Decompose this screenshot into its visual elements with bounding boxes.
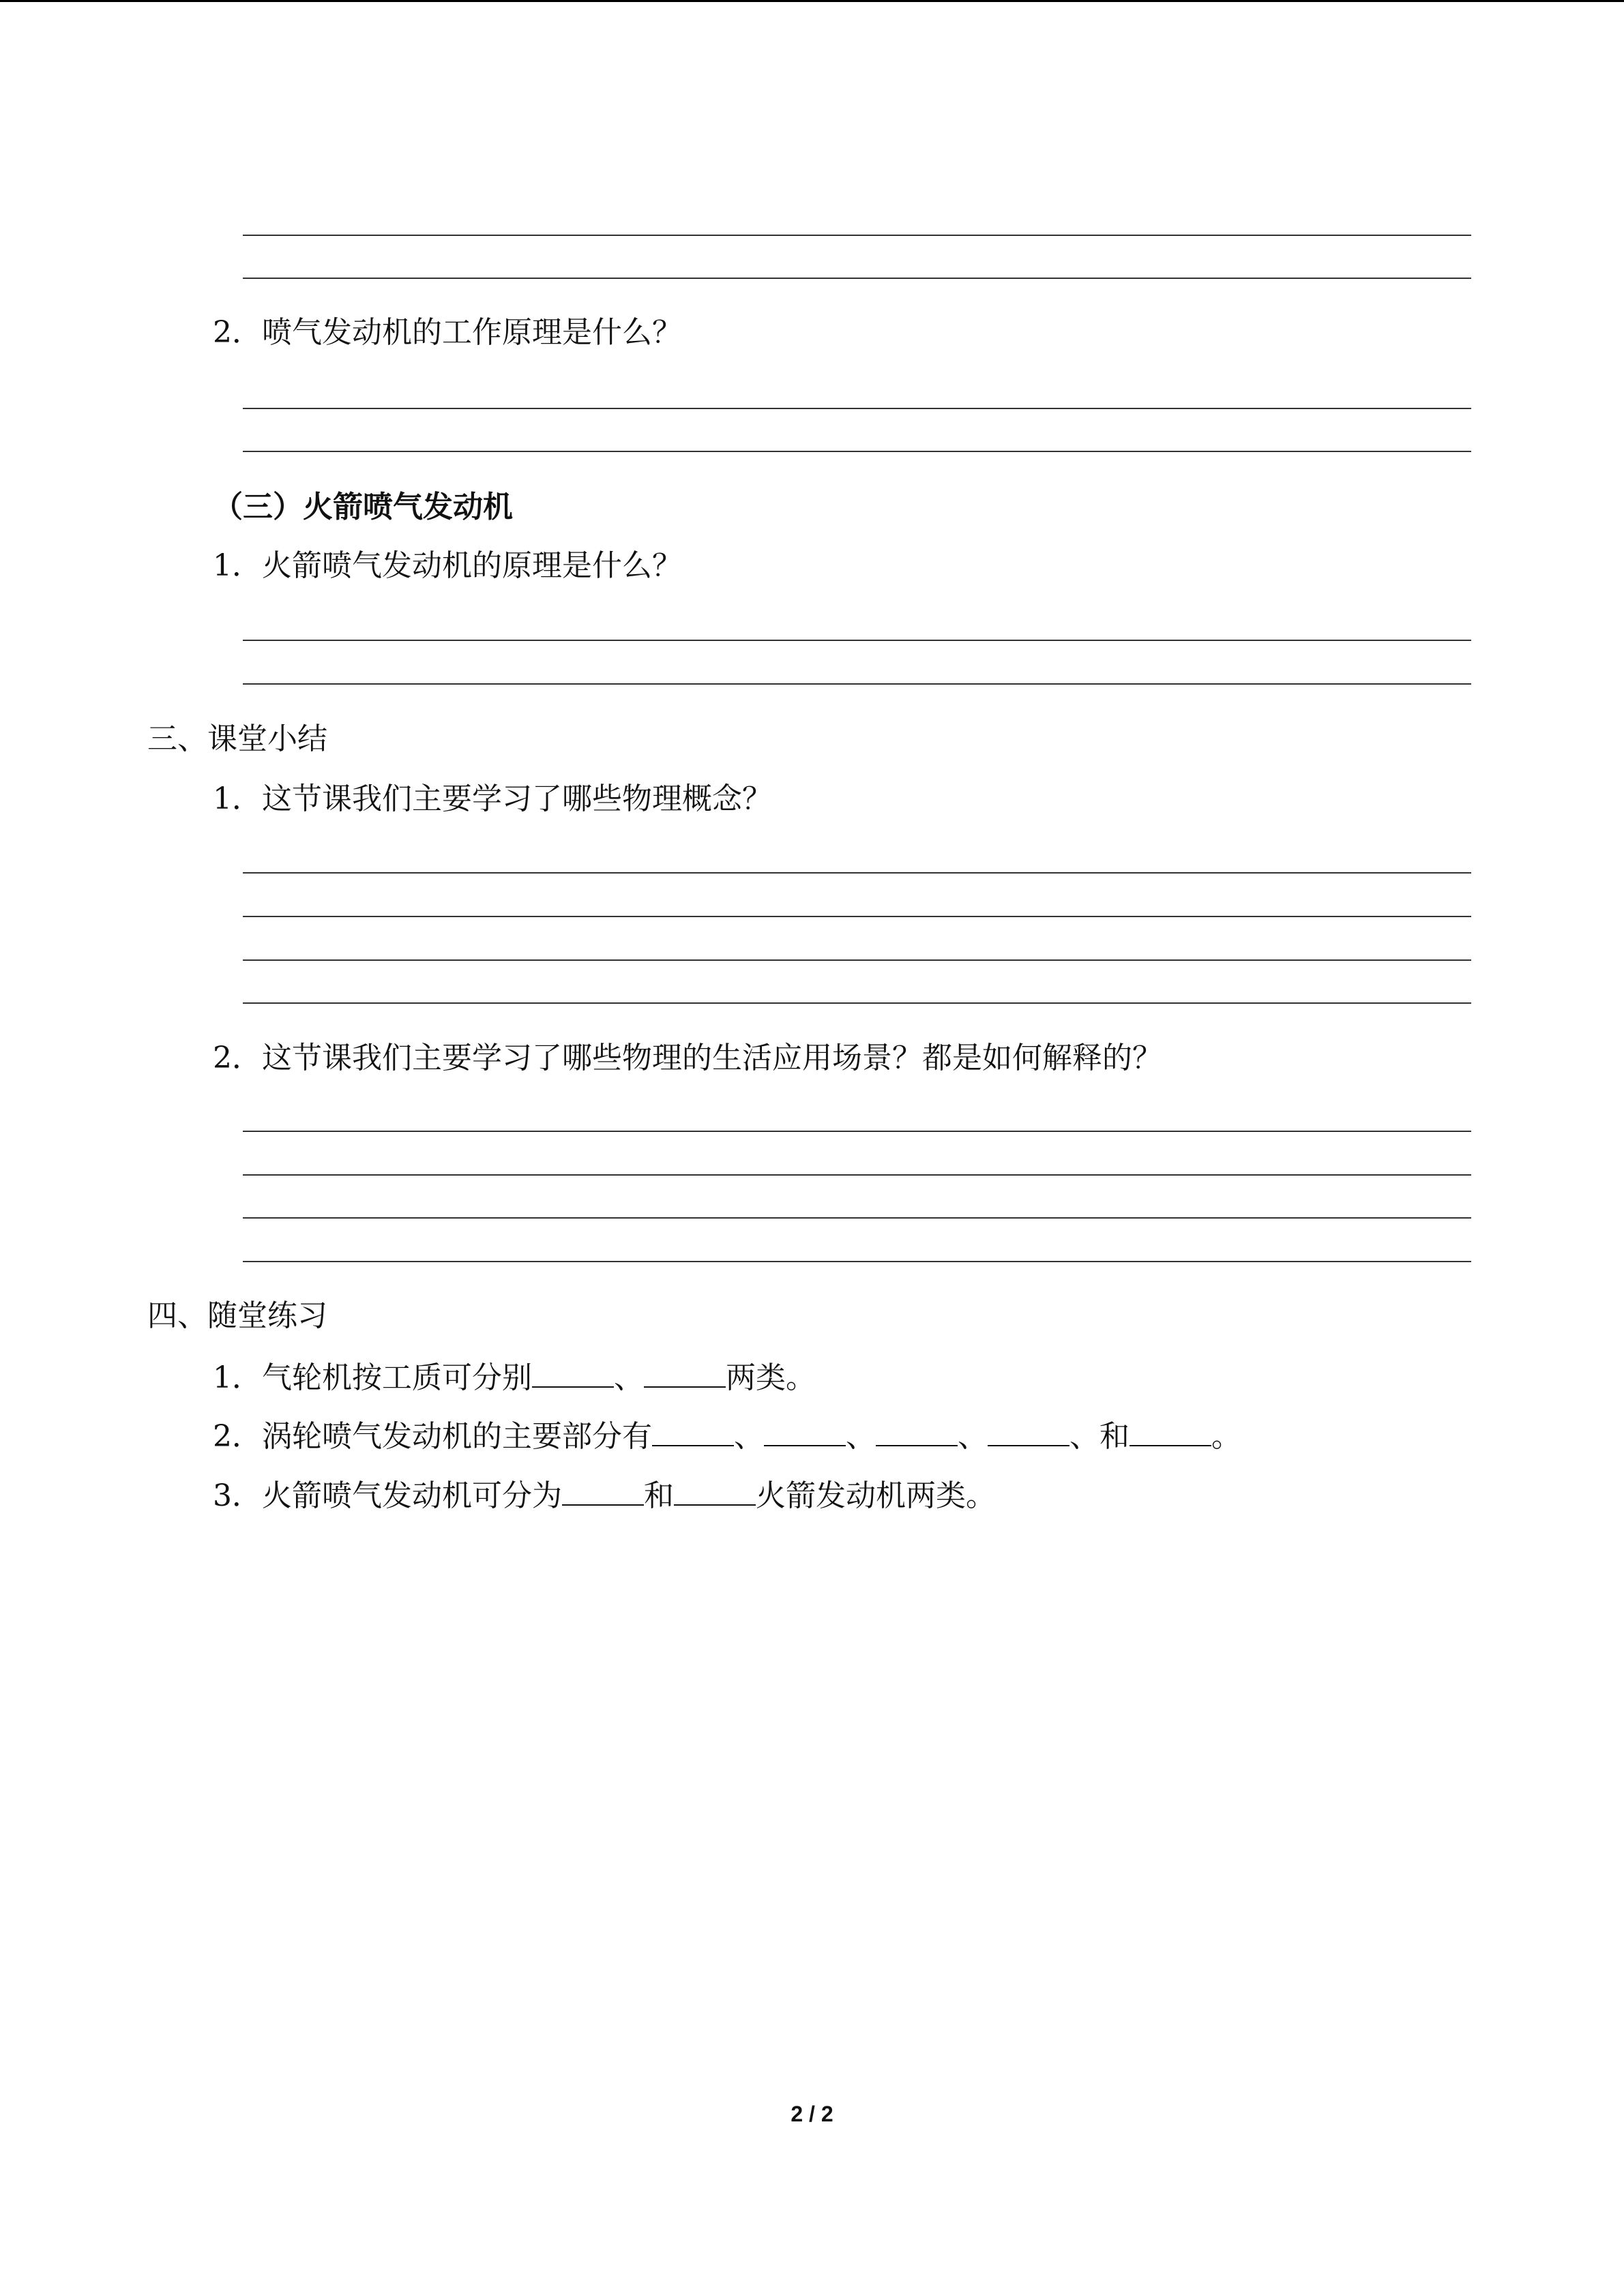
answer-line[interactable] (243, 1261, 1471, 1262)
fill-blank[interactable] (764, 1418, 846, 1446)
exercise-3-tail: 火箭发动机两类。 (756, 1478, 996, 1513)
fill-blank[interactable] (674, 1477, 756, 1506)
answer-line[interactable] (243, 451, 1471, 452)
fill-blank[interactable] (562, 1477, 644, 1506)
exercise-1-tail: 两类。 (726, 1360, 816, 1395)
answer-line[interactable] (243, 408, 1471, 409)
question-rocket-principle: 1．火箭喷气发动机的原理是什么？ (213, 548, 682, 583)
answer-line[interactable] (243, 916, 1471, 917)
fill-blank[interactable] (652, 1418, 734, 1446)
section-title-practice: 四、随堂练习 (147, 1298, 327, 1333)
fill-blank[interactable] (644, 1359, 726, 1388)
fill-blank[interactable] (988, 1418, 1069, 1446)
answer-line[interactable] (243, 640, 1471, 641)
page-number: 2 / 2 (791, 2102, 833, 2126)
separator: 、 (614, 1360, 644, 1395)
fill-blank[interactable] (1130, 1418, 1211, 1446)
answer-line[interactable] (243, 872, 1471, 874)
exercise-1-text: 1．气轮机按工质可分别 (213, 1360, 532, 1395)
section-title-summary: 三、课堂小结 (147, 721, 327, 756)
question-concepts: 1．这节课我们主要学习了哪些物理概念？ (213, 781, 772, 816)
answer-line[interactable] (243, 1174, 1471, 1176)
answer-line[interactable] (243, 278, 1471, 279)
exercise-3 (213, 1477, 996, 1515)
separator: 、 (958, 1419, 988, 1454)
separator: 和 (644, 1478, 674, 1513)
answer-line[interactable] (243, 1002, 1471, 1004)
exercise-3-text: 3．火箭喷气发动机可分为 (213, 1478, 562, 1513)
question-applications: 2．这节课我们主要学习了哪些物理的生活应用场景？都是如何解释的？ (213, 1041, 1162, 1075)
separator: 、 (846, 1419, 876, 1454)
question-jet-principle: 2．喷气发动机的工作原理是什么？ (213, 315, 682, 350)
separator: 、 (734, 1419, 764, 1454)
page-top-border (0, 0, 1624, 2)
answer-line[interactable] (243, 235, 1471, 236)
fill-blank[interactable] (532, 1359, 614, 1388)
fill-blank[interactable] (876, 1418, 958, 1446)
answer-line[interactable] (243, 1131, 1471, 1132)
answer-line[interactable] (243, 683, 1471, 685)
subsection-title-rocket: （三）火箭喷气发动机 (213, 490, 513, 524)
exercise-2-end: 。 (1211, 1419, 1241, 1454)
separator: 、和 (1069, 1419, 1130, 1454)
answer-line[interactable] (243, 959, 1471, 961)
exercise-2-text: 2．涡轮喷气发动机的主要部分有 (213, 1419, 652, 1454)
answer-line[interactable] (243, 1217, 1471, 1219)
exercise-1 (213, 1359, 816, 1397)
exercise-2 (213, 1418, 1241, 1456)
